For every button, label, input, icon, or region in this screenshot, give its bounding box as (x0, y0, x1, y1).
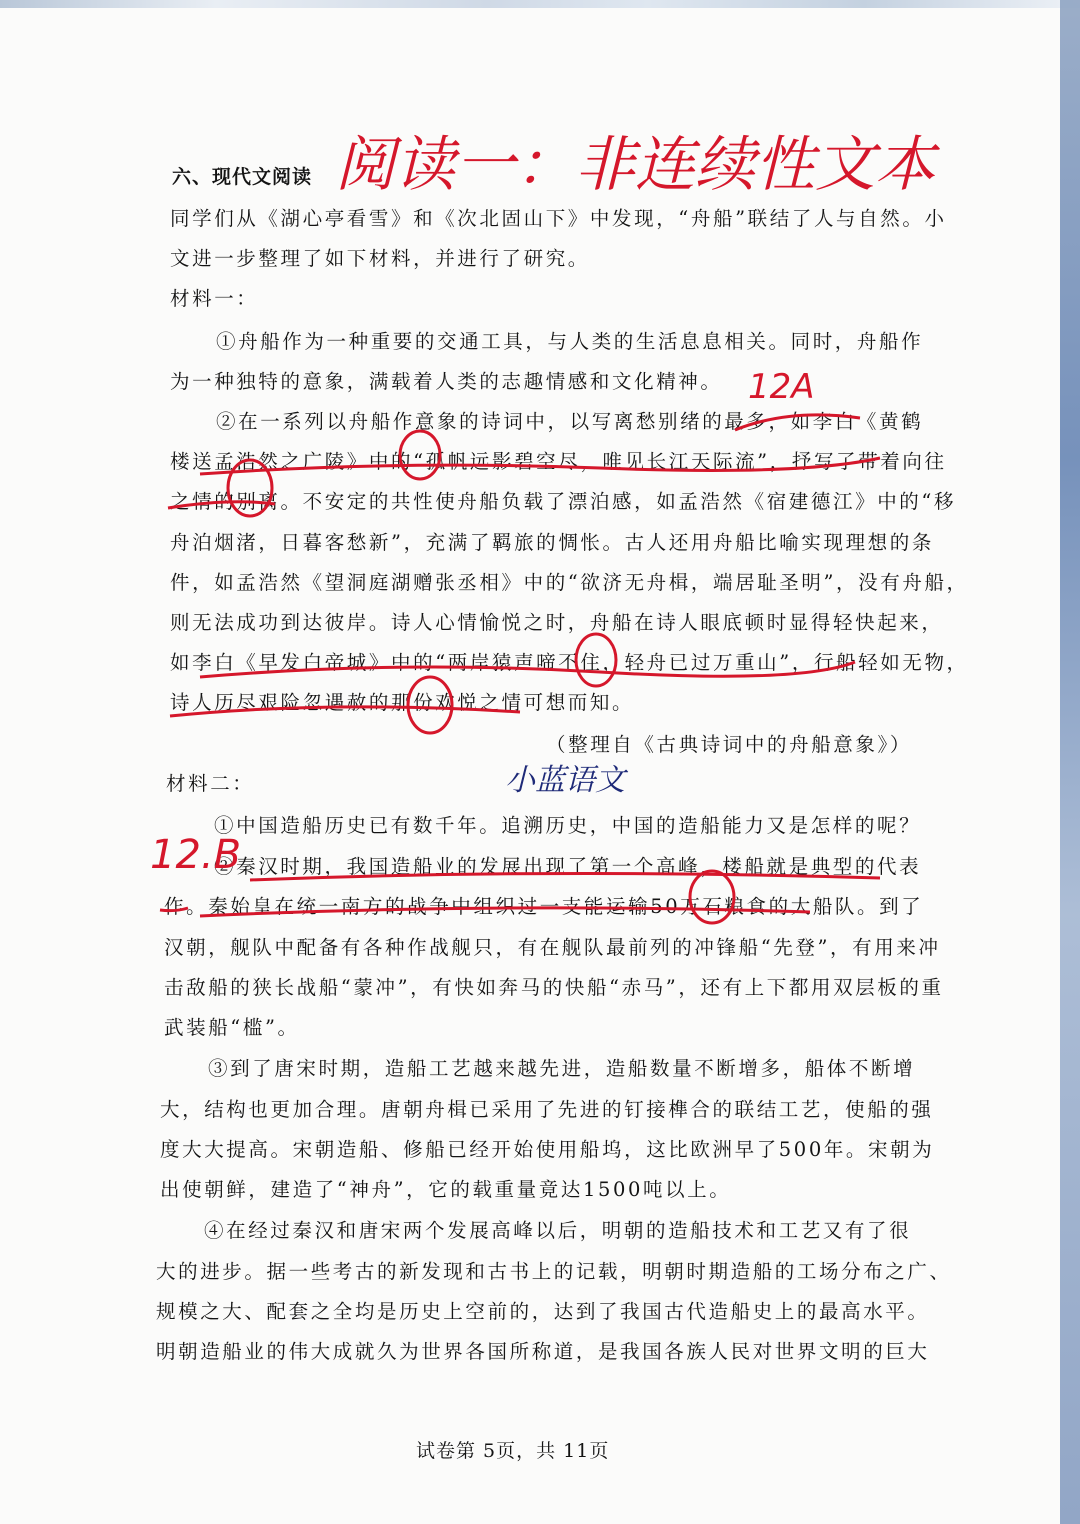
text-line: 同学们从《湖心亭看雪》和《次北固山下》中发现，“舟船”联结了人与自然。小 (170, 207, 947, 230)
text-line: 文进一步整理了如下材料，并进行了研究。 (170, 247, 590, 270)
text-line: 舟泊烟渚，日暮客愁新”，充满了羁旅的惆怅。古人还用舟船比喻实现理想的条 (170, 531, 934, 554)
material-heading: 材料二： (166, 772, 255, 795)
text-line: ①中国造船历史已有数千年。追溯历史，中国的造船能力又是怎样的呢？ (214, 814, 922, 837)
text-line: 楼送孟浩然之广陵》中的“孤帆远影碧空尽，唯见长江天际流”，抒写了带着向往 (170, 450, 947, 473)
section-title: 六、现代文阅读 (172, 166, 313, 188)
text-line: 诗人历尽艰险忽遇赦的那份欢悦之情可想而知。 (170, 691, 635, 714)
text-line: 大，结构也更加合理。唐朝舟楫已采用了先进的钉接榫合的联结工艺，使船的强 (160, 1098, 934, 1121)
source-note: （整理自《古典诗词中的舟船意象》） (546, 733, 912, 756)
text-line: ②在一系列以舟船作意象的诗词中，以写离愁别绪的最多，如李白《黄鹤 (216, 410, 924, 433)
text-line: 武装船“槛”。 (164, 1016, 300, 1039)
text-line: 汉朝，舰队中配备有各种作战舰只，有在舰队最前列的冲锋船“先登”，有用来冲 (164, 936, 941, 959)
text-line: 度大大提高。宋朝造船、修船已经开始使用船坞，这比欧洲早了500年。宋朝为 (160, 1138, 935, 1161)
handwritten-note-12b: 12.B (150, 832, 242, 878)
scan-top-edge (0, 0, 1080, 8)
text-line: 则无法成功到达彼岸。诗人心情愉悦之时，舟船在诗人眼底顿时显得轻快起来， (170, 611, 944, 634)
text-line: 大的进步。据一些考古的新发现和古书上的记载，明朝时期造船的工场分布之广、 (156, 1260, 952, 1283)
text-line: 规模之大、配套之全均是历史上空前的，达到了我国古代造船史上的最高水平。 (156, 1300, 930, 1323)
text-line: 之情的别离。不安定的共性使舟船负载了漂泊感，如孟浩然《宿建德江》中的“移 (170, 490, 957, 513)
text-line: ④在经过秦汉和唐宋两个发展高峰以后，明朝的造船技术和工艺又有了很 (204, 1219, 912, 1242)
page-footer: 试卷第 5页，共 11页 (416, 1440, 610, 1462)
handwritten-header-note: 阅读一：非连续性文本 (335, 130, 935, 200)
handwritten-watermark-note: 小蓝语文 (505, 763, 625, 798)
text-line: ①舟船作为一种重要的交通工具，与人类的生活息息相关。同时，舟船作 (216, 330, 924, 353)
text-line: ②秦汉时期，我国造船业的发展出现了第一个高峰，楼船就是典型的代表 (214, 855, 922, 878)
text-line: ③到了唐宋时期，造船工艺越来越先进，造船数量不断增多，船体不断增 (208, 1057, 916, 1080)
text-line: 为一种独特的意象，满载着人类的志趣情感和文化精神。 (170, 370, 723, 393)
text-line: 明朝造船业的伟大成就久为世界各国所称道，是我国各族人民对世界文明的巨大 (156, 1340, 930, 1363)
text-line: 作。秦始皇在统一南方的战争中组织过一支能运输50万石粮食的大船队。到了 (164, 895, 924, 918)
text-line: 击敌船的狭长战船“蒙冲”，有快如奔马的快船“赤马”，还有上下都用双层板的重 (164, 976, 944, 999)
scan-right-edge (1060, 0, 1080, 1524)
handwritten-note-12a: 12A (748, 367, 815, 407)
material-heading: 材料一： (170, 287, 259, 310)
text-line: 件，如孟浩然《望洞庭湖赠张丞相》中的“欲济无舟楫，端居耻圣明”，没有舟船， (170, 571, 969, 594)
text-line: 出使朝鲜，建造了“神舟”，它的载重量竟达1500吨以上。 (160, 1178, 732, 1201)
text-line: 如李白《早发白帝城》中的“两岸猿声啼不住，轻舟已过万重山”，行船轻如无物， (170, 651, 969, 674)
